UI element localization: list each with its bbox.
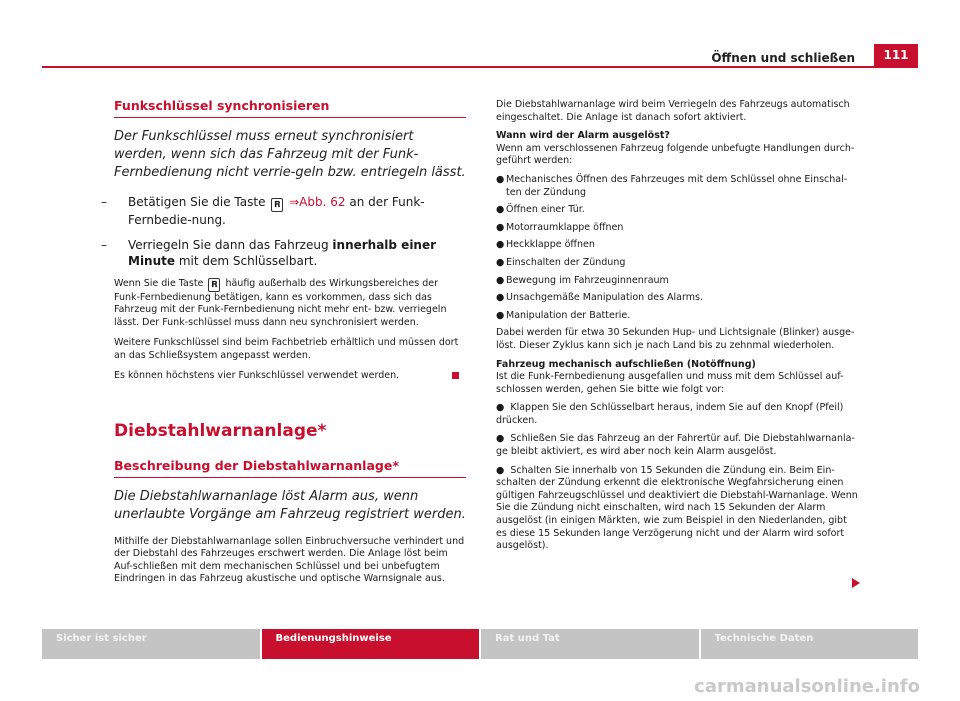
- bullet-dot: ●: [496, 204, 505, 216]
- list-item: [496, 222, 860, 235]
- bullet-dot: ●: [496, 292, 505, 304]
- right-column: [496, 99, 860, 559]
- list-item-text: Klappen Sie den Schlüsselbart heraus, indem Sie auf den Knopf (Pfeil) drücken.: [496, 402, 844, 426]
- left-column: [101, 98, 466, 594]
- dash-marker: –: [101, 237, 107, 252]
- lead-text-alarm: Die Diebstahlwarnanlage löst Alarm aus, wenn unerlaubte Vorgänge am Fahrzeug registriert werden.: [114, 488, 466, 522]
- paragraph-text: Wenn Sie die Taste: [114, 277, 204, 289]
- step-emphasis: innerhalb einer Minute: [128, 237, 437, 268]
- continue-arrow-icon: [852, 578, 860, 588]
- list-item-text: Mechanisches Öffnen des Fahrzeuges mit dem Schlüssel ohne Einschal-ten der Zündung: [506, 173, 848, 198]
- list-item: [496, 310, 860, 323]
- instruction-step: [101, 237, 466, 270]
- list-item: [496, 174, 860, 199]
- list-item-text: Öffnen einer Tür.: [506, 204, 585, 216]
- subheading: Fahrzeug mechanisch aufschließen (Notöffnung): [496, 358, 756, 370]
- step-text: mit dem Schlüsselbart.: [178, 254, 318, 268]
- chapter-title: Diebstahlwarnanlage*: [114, 421, 327, 442]
- footer-nav: [42, 629, 918, 659]
- subheading: Wann wird der Alarm ausgelöst?: [496, 130, 670, 142]
- list-item: [496, 402, 860, 427]
- step-text: Verriegeln Sie dann das Fahrzeug: [128, 237, 329, 252]
- figure-link[interactable]: ⇒Abb. 62: [289, 195, 346, 209]
- bullet-dot: ●: [496, 464, 511, 476]
- section-rule: [114, 477, 466, 478]
- lead-text-sync: Der Funkschlüssel muss erneut synchronisiert werden, wenn sich das Fahrzeug mit der Funk-Fernbedienung nicht verrie-geln bzw. entriegeln lässt.: [114, 129, 466, 180]
- list-item-text: Unsachgemäße Manipulation des Alarms.: [506, 292, 703, 304]
- paragraph: Mithilfe der Diebstahlwarnanlage sollen Einbruchversuche verhindert und der Diebstahl des Fahrzeuges erschwert werden. Die Anlage löst beim Auf-schließen mit dem mechanischen Schlüssel und bei unbefugtem Eindringen in das Fahrzeug akustische und optische Warnsignale aus.: [114, 535, 465, 585]
- list-item: [496, 465, 860, 553]
- step-text: an der Funk-Fernbedie-nung.: [128, 195, 425, 227]
- bullet-dot: ●: [496, 239, 505, 251]
- list-item: [496, 239, 860, 252]
- paragraph-text: häufig außerhalb des Wirkungsbereiches der Funk-Fernbedienung betätigen, kann es vorkommen, dass sich das Fahrzeug mit der Funk-Fernbedienung nicht mehr ent- bzw. verriegeln lässt. Der Funk-schlüssel muss dann neu synchronisiert werden.: [114, 277, 447, 328]
- section-title-alarm: Beschreibung der Diebstahlwarnanlage*: [114, 457, 399, 473]
- list-item: [496, 204, 860, 217]
- header-rule: [42, 66, 918, 68]
- bullet-dot: ●: [496, 256, 505, 268]
- paragraph: Ist die Funk-Fernbedienung ausgefallen und muss mit dem Schlüssel auf-schlossen werden, gehen Sie bitte wie folgt vor:: [496, 371, 844, 395]
- list-item-text: Bewegung im Fahrzeuginnenraum: [506, 274, 669, 286]
- footer-tab-operation[interactable]: Bedienungshinweise: [262, 629, 480, 659]
- footer-tab-technical[interactable]: Technische Daten: [701, 629, 919, 659]
- paragraph: [114, 278, 466, 330]
- list-item-text: Heckklappe öffnen: [506, 239, 595, 251]
- bullet-dot: ●: [496, 402, 511, 414]
- list-item: [496, 433, 860, 458]
- list-item-text: Schalten Sie innerhalb von 15 Sekunden die Zündung ein. Beim Ein-schalten der Zündung erkennt die elektronische Wegfahrsicherung einen gültigen Fahrzeugschlüssel und deaktiviert die Diebstahl-Warnanlage. Wenn Sie die Zündung nicht einschalten, wird nach 15 Sekunden der Alarm ausgelöst (in einigen Märkten, wie zum Beispiel in den Niederlanden, gibt es diese 15 Sekunden lange Verzögerung nicht und der Alarm wird sofort ausgelöst).: [496, 464, 858, 552]
- footer-tab-advice[interactable]: Rat und Tat: [481, 629, 699, 659]
- paragraph: Dabei werden für etwa 30 Sekunden Hup- und Lichtsignale (Blinker) ausge-löst. Dieser Zyklus kann sich je nach Land bis zu zehnmal wiederholen.: [496, 327, 855, 351]
- list-item-text: Schließen Sie das Fahrzeug an der Fahrertür auf. Die Diebstahlwarnanla-ge bleibt aktiviert, es wird aber noch kein Alarm ausgelöst.: [496, 433, 855, 458]
- page-number: 111: [874, 44, 918, 66]
- step-text: Betätigen Sie die Taste: [128, 195, 266, 209]
- section-title-sync: Funkschlüssel synchronisieren: [114, 98, 330, 113]
- instruction-step: [101, 194, 466, 229]
- section-end-marker: [452, 372, 459, 379]
- bullet-dot: ●: [496, 274, 505, 286]
- header-title: Öffnen und schließen: [711, 51, 855, 65]
- paragraph: Die Diebstahlwarnanlage wird beim Verriegeln des Fahrzeugs automatisch eingeschaltet. Die Anlage ist danach sofort aktiviert.: [496, 99, 850, 123]
- bullet-dot: ●: [496, 221, 505, 233]
- unlock-key-icon: 𝐑: [208, 278, 220, 292]
- list-item: [496, 292, 860, 305]
- section-rule: [114, 117, 466, 118]
- paragraph: Wenn am verschlossenen Fahrzeug folgende unbefugte Handlungen durch-geführt werden:: [496, 142, 855, 167]
- bullet-list-triggers: [496, 174, 860, 322]
- footer-tab-safety[interactable]: Sicher ist sicher: [42, 629, 260, 659]
- list-item: [496, 275, 860, 288]
- list-item: [496, 257, 860, 270]
- bullet-dot: ●: [496, 433, 511, 445]
- bullet-list-emergency: [496, 402, 860, 553]
- list-item-text: Einschalten der Zündung: [506, 256, 626, 268]
- bullet-dot: ●: [496, 173, 505, 185]
- list-item-text: Motorraumklappe öffnen: [506, 221, 624, 233]
- dash-marker: –: [101, 195, 107, 209]
- unlock-key-icon: 𝐑: [271, 198, 283, 212]
- paragraph: Weitere Funkschlüssel sind beim Fachbetrieb erhältlich und müssen dort an das Schließsystem angepasst werden.: [114, 337, 459, 361]
- list-item-text: Manipulation der Batterie.: [506, 309, 631, 321]
- watermark: carmanualsonline.info: [694, 676, 920, 697]
- bullet-dot: ●: [496, 309, 505, 321]
- paragraph: Es können höchstens vier Funkschlüssel verwendet werden.: [114, 370, 400, 382]
